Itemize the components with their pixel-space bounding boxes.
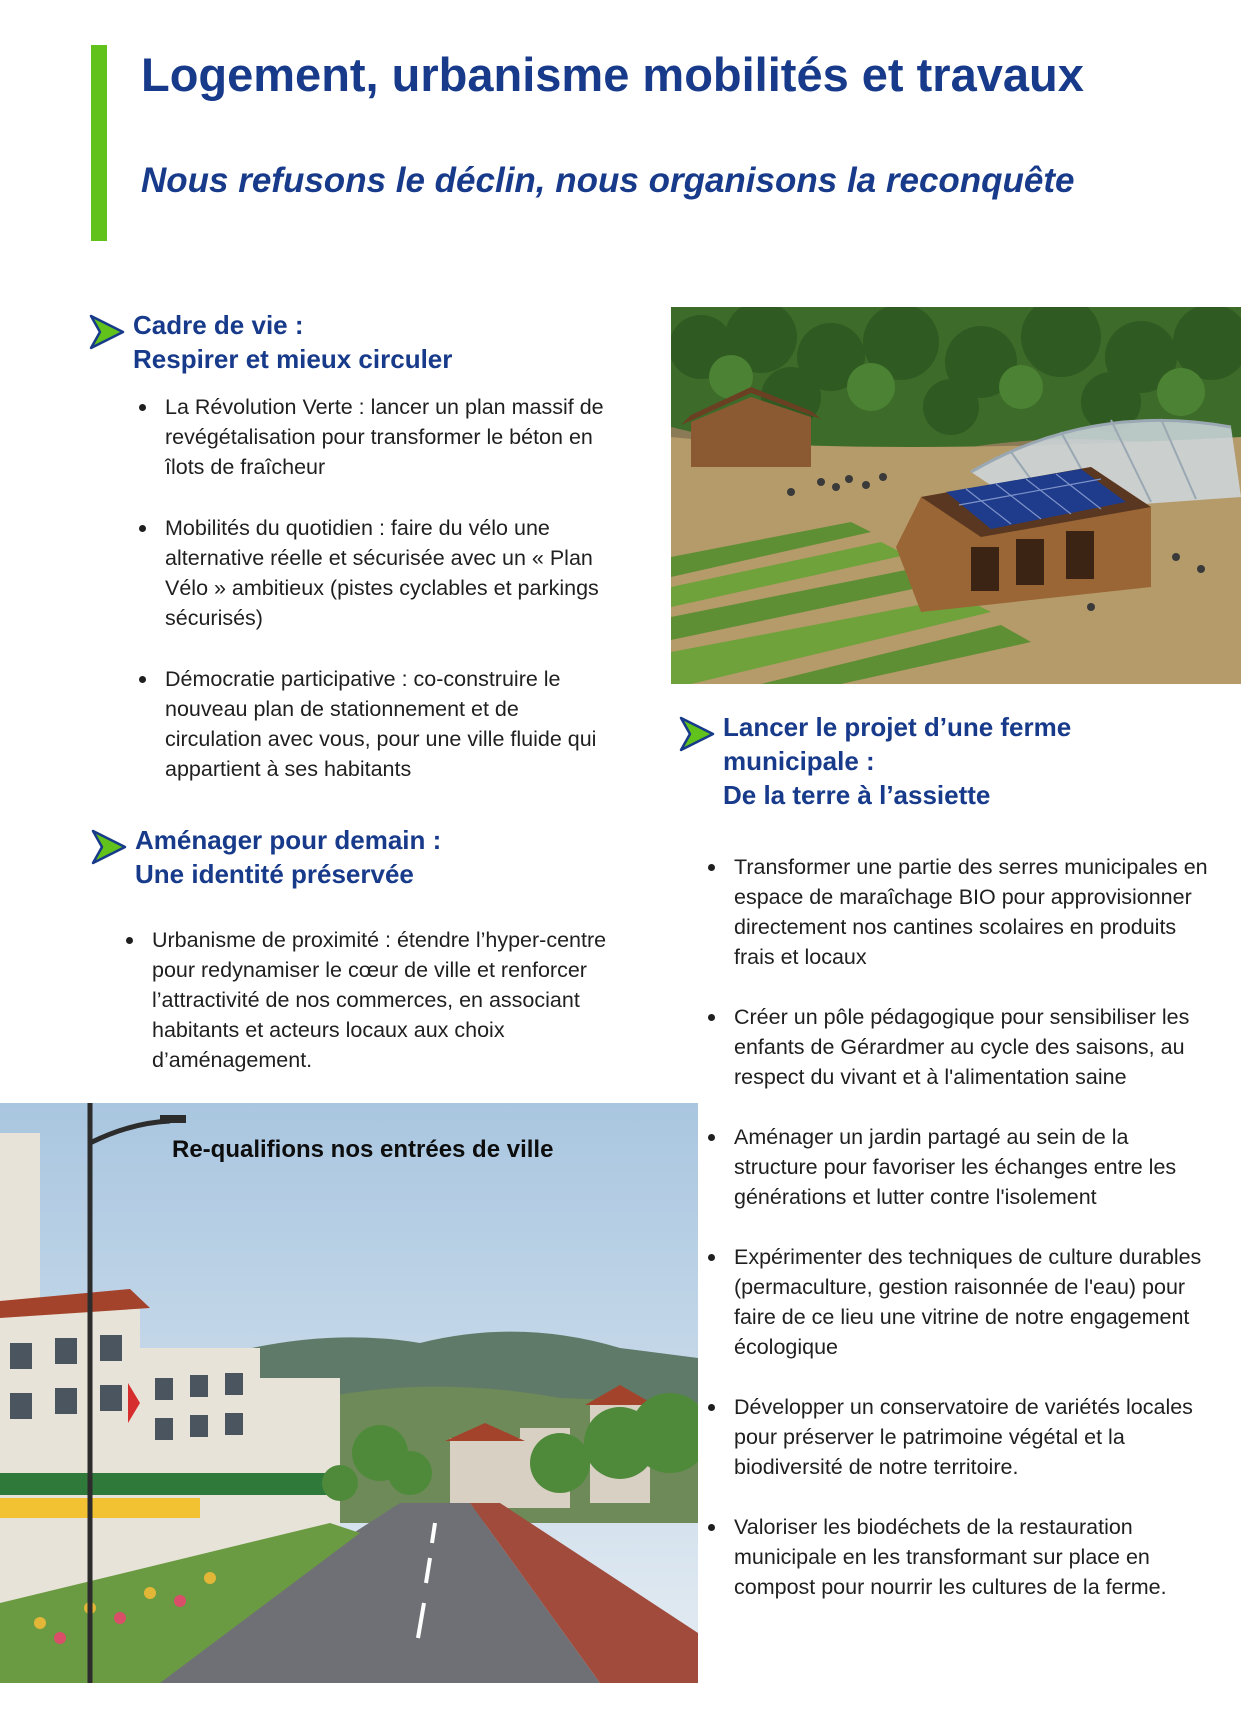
section-heading-line: Une identité préservée (135, 859, 414, 889)
section-heading-line: municipale : (723, 746, 875, 776)
title-accent-bar (91, 45, 107, 241)
chevron-right-icon (678, 714, 718, 754)
farm-photo (671, 307, 1241, 684)
list-item: Développer un conservatoire de variétés locales pour préserver le patrimoine végétal et la biodiversité de notre territoire. (708, 1392, 1218, 1482)
list-item: Urbanisme de proximité : étendre l’hyper-centre pour redynamiser le cœur de ville et renforcer l’attractivité de nos commerces, en associant habitants et acteurs locaux aux choix d’aménagement. (126, 925, 626, 1075)
section-heading-line: Respirer et mieux circuler (133, 344, 453, 374)
page-title: Logement, urbanisme mobilités et travaux (141, 48, 1084, 101)
section-heading-cadre-de-vie (88, 308, 648, 376)
bullet-list-ferme (708, 852, 1218, 1602)
list-item: Démocratie participative : co-construire le nouveau plan de stationnement et de circulation avec vous, pour une ville fluide qui appartient à ses habitants (139, 664, 619, 784)
bullet-list-amenager (126, 925, 626, 1075)
bullet-list-cadre (139, 392, 619, 784)
list-item: Mobilités du quotidien : faire du vélo une alternative réelle et sécurisée avec un « Plan Vélo » ambitieux (pistes cyclables et parkings sécurisés) (139, 513, 619, 633)
chevron-right-icon (90, 827, 130, 867)
street-illustration (0, 1103, 698, 1683)
section-heading-line: Aménager pour demain : (135, 825, 442, 855)
chevron-right-icon (88, 312, 128, 352)
section-heading-amenager (90, 823, 650, 891)
list-item: Transformer une partie des serres municipales en espace de maraîchage BIO pour approvisionner directement nos cantines scolaires en produits frais et locaux (708, 852, 1218, 972)
list-item: Valoriser les biodéchets de la restauration municipale en les transformant sur place en compost pour nourrir les cultures de la ferme. (708, 1512, 1218, 1602)
page-subtitle: Nous refusons le déclin, nous organisons la reconquête (141, 161, 1075, 200)
section-heading-line: De la terre à l’assiette (723, 780, 991, 810)
list-item: La Révolution Verte : lancer un plan massif de revégétalisation pour transformer le béton en îlots de fraîcheur (139, 392, 619, 482)
street-photo-caption: Re-qualifions nos entrées de ville (172, 1136, 554, 1163)
street-photo (0, 1103, 698, 1683)
list-item: Créer un pôle pédagogique pour sensibiliser les enfants de Gérardmer au cycle des saisons, au respect du vivant et à l'alimentation saine (708, 1002, 1218, 1092)
list-item: Expérimenter des techniques de culture durables (permaculture, gestion raisonnée de l'eau) pour faire de ce lieu une vitrine de notre engagement écologique (708, 1242, 1218, 1362)
farm-illustration (671, 307, 1241, 684)
section-heading-line: Lancer le projet d’une ferme (723, 712, 1072, 742)
section-heading-line: Cadre de vie : (133, 310, 304, 340)
section-heading-ferme (678, 710, 1238, 812)
list-item: Aménager un jardin partagé au sein de la structure pour favoriser les échanges entre les générations et lutter contre l'isolement (708, 1122, 1218, 1212)
